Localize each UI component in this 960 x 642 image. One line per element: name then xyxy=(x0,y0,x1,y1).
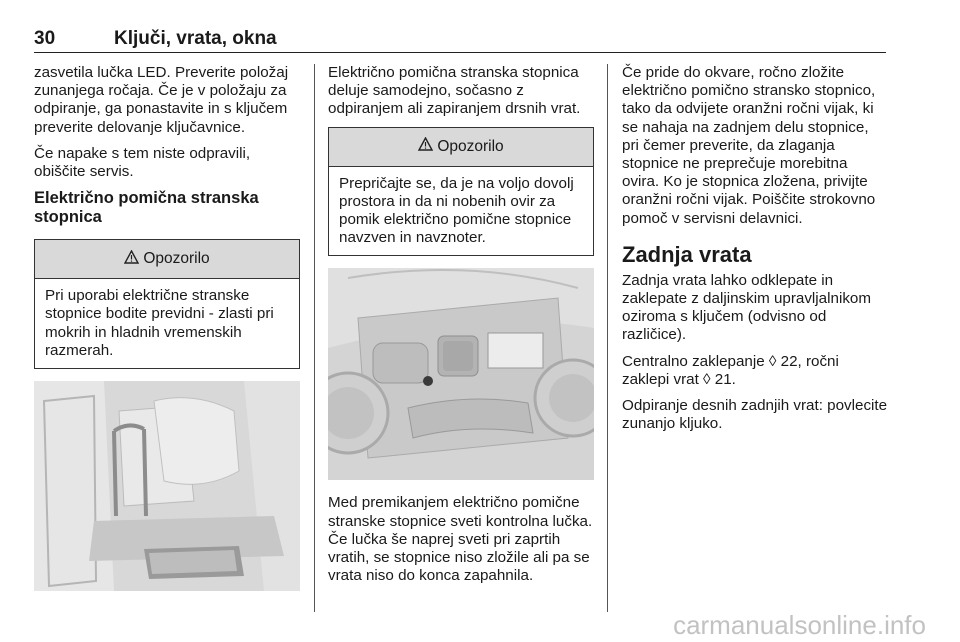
watermark: carmanualsonline.info xyxy=(673,610,926,640)
warning-title: Opozorilo xyxy=(437,137,504,155)
paragraph: zasvetila lučka LED. Preverite položaj zunanjega ročaja. Če je v položaju za odpiranje, ga ponastavite in s ključem preverite delovanje ključavnice. xyxy=(34,64,289,136)
section-heading: Zadnja vrata xyxy=(622,241,752,267)
paragraph: Če pride do okvare, ročno zložite električno pomično stransko stopnico, tako da odvijete oranžni ročni vijak, ki se nahaja na zadnjem delu stopnice, pri čemer preverite, da zlaganja stopnice ne preprečuje morebitna ovira. Ko je stopnica zložena, privijte oranžni ročni vijak. Poiščite strokovno pomoč v servisni delavnici. xyxy=(622,64,876,227)
warning-header xyxy=(329,128,593,167)
warning-box xyxy=(34,239,300,369)
dashboard-switch-illustration xyxy=(328,268,594,480)
paragraph: Zadnja vrata lahko odklepate in zaklepate z daljinskim upravljalnikom oziroma s ključem (odvisno od različice). xyxy=(622,271,872,344)
warning-header xyxy=(35,240,299,279)
page-number: 30 xyxy=(34,28,56,49)
page-title: Ključi, vrata, okna xyxy=(114,28,277,49)
column-2 xyxy=(328,64,594,593)
paragraph-cross-reference: Centralno zaklepanje ◊ 22, ročni zaklepi vrat ◊ 21. xyxy=(622,352,839,388)
warning-title: Opozorilo xyxy=(143,250,210,268)
warning-text: Pri uporabi električne stranske stopnice bodite previdni - zlasti pri mokrih in hladnih vremenskih razmerah. xyxy=(45,287,274,359)
column-divider xyxy=(314,64,315,612)
column-divider xyxy=(607,64,608,612)
column-1 xyxy=(34,64,300,591)
paragraph: Električno pomična stranska stopnica deluje samodejno, sočasno z odpiranjem ali zapiranjem drsnih vrat. xyxy=(328,64,581,118)
column-3 xyxy=(622,64,888,441)
side-step-illustration xyxy=(34,381,300,591)
header-rule xyxy=(34,52,886,53)
section-heading: Električno pomična stranska stopnica xyxy=(34,189,259,227)
warning-text: Prepričajte se, da je na voljo dovolj prostora in da ni nobenih ovir za pomik električno pomične stopnice navzven in navznoter. xyxy=(339,174,574,247)
warning-triangle-icon xyxy=(124,250,139,269)
warning-triangle-icon xyxy=(418,137,433,156)
warning-box xyxy=(328,127,594,257)
paragraph: Med premikanjem električno pomične stranske stopnice sveti kontrolna lučka. Če lučka še naprej sveti pri zaprtih vratih, se stopnice niso zložile ali pa se vrata niso do konca zapahnila. xyxy=(328,494,593,585)
paragraph: Če napake s tem niste odpravili, obiščite servis. xyxy=(34,144,251,181)
page-header xyxy=(34,28,886,52)
paragraph: Odpiranje desnih zadnjih vrat: povlecite zunanjo kljuko. xyxy=(622,397,888,433)
